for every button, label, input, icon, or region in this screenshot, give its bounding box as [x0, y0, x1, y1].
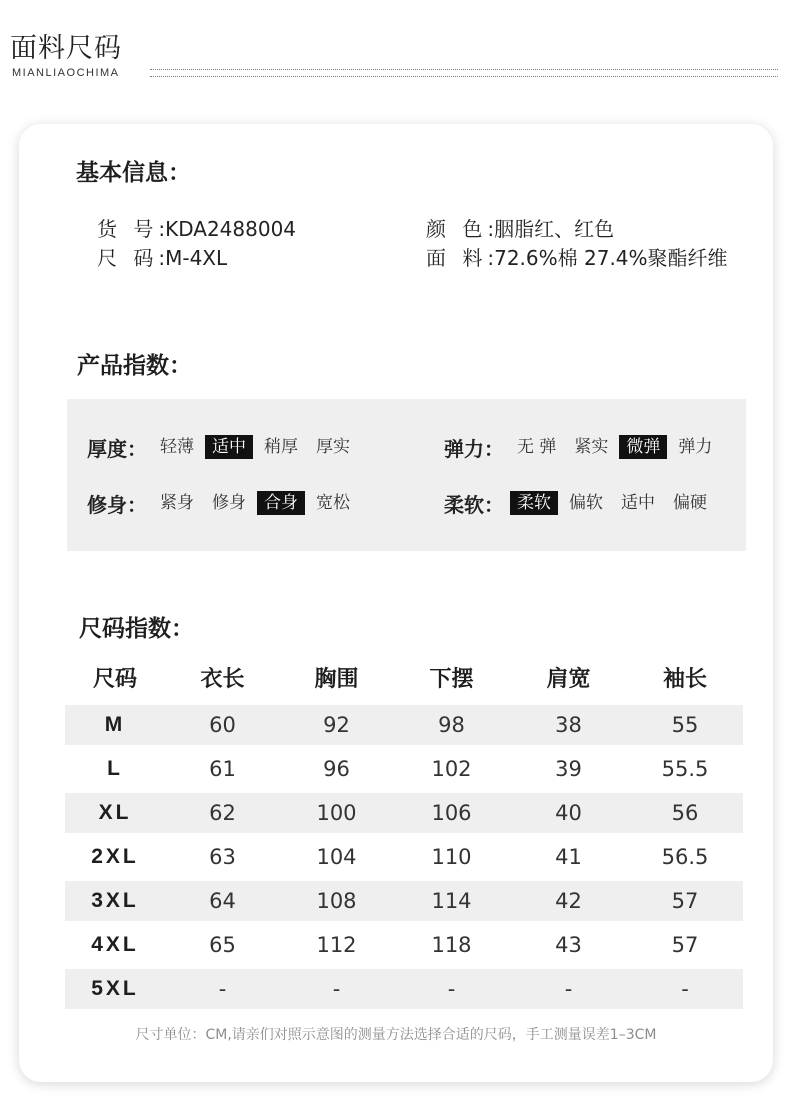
table-cell: 114 — [431, 889, 472, 913]
size-range — [97, 242, 227, 271]
table-cell: 56 — [671, 801, 699, 825]
color-value: :胭脂红、红色 — [487, 217, 615, 241]
table-cell: 43 — [555, 933, 582, 957]
table-cell: 100 — [316, 801, 357, 825]
size-range-label: 尺 码 — [97, 246, 159, 270]
table-cell: 57 — [671, 889, 699, 913]
softness-option: 适中 — [621, 493, 655, 513]
table-row — [65, 881, 743, 921]
fit-label: 修身： — [87, 492, 147, 517]
size-range-value: :M-4XL — [158, 246, 228, 270]
table-cell: - — [447, 977, 456, 1001]
size-index-heading: 尺码指数： — [79, 616, 194, 642]
table-row — [65, 837, 743, 877]
table-cell: 60 — [209, 713, 236, 737]
fit-row — [87, 491, 361, 515]
item-number-label: 货 号 — [97, 217, 159, 241]
softness-row — [444, 491, 718, 515]
table-cell: 38 — [555, 713, 582, 737]
table-cell: - — [564, 977, 573, 1001]
page-subtitle: MIANLIAOCHIMA — [12, 67, 120, 79]
column-header: 袖长 — [662, 666, 707, 692]
spec-card — [19, 124, 773, 1082]
size-table-body — [65, 705, 743, 1013]
table-row — [65, 793, 743, 833]
table-row — [65, 925, 743, 965]
thickness-label: 厚度： — [87, 436, 147, 461]
softness-option: 偏软 — [569, 493, 603, 513]
size-cell: 5XL — [91, 977, 139, 1000]
elasticity-label: 弹力： — [444, 436, 504, 461]
table-cell: 40 — [555, 801, 582, 825]
measurement-note: 尺寸单位：CM,请亲们对照示意图的测量方法选择合适的尺码，手工测量误差1–3CM — [135, 1027, 657, 1043]
column-header: 尺码 — [92, 666, 137, 692]
elasticity-option-selected: 微弹 — [619, 435, 667, 459]
table-cell: 56.5 — [661, 845, 709, 869]
product-index-panel — [67, 399, 746, 551]
page-title: 面料尺码 — [10, 33, 122, 64]
thickness-row — [87, 435, 361, 459]
table-row — [65, 749, 743, 789]
table-row — [65, 969, 743, 1009]
size-table-header — [65, 659, 743, 695]
size-cell: 2XL — [91, 845, 139, 868]
table-cell: - — [218, 977, 227, 1001]
table-cell: 65 — [209, 933, 236, 957]
table-cell: 118 — [431, 933, 472, 957]
item-number — [97, 213, 296, 242]
thickness-option: 轻薄 — [160, 437, 194, 457]
fabric-value: :72.6%棉 27.4%聚酯纤维 — [487, 246, 728, 270]
thickness-option: 稍厚 — [264, 437, 298, 457]
table-cell: 112 — [316, 933, 357, 957]
product-index-heading: 产品指数： — [77, 353, 192, 379]
table-cell: 106 — [431, 801, 472, 825]
table-cell: 64 — [209, 889, 236, 913]
fit-option: 宽松 — [316, 493, 350, 513]
size-cell: 3XL — [91, 889, 139, 912]
thickness-option: 厚实 — [316, 437, 350, 457]
size-cell: 4XL — [91, 933, 139, 956]
elasticity-option: 紧实 — [574, 437, 609, 457]
softness-option-selected: 柔软 — [510, 491, 558, 515]
table-cell: 102 — [431, 757, 472, 781]
softness-option: 偏硬 — [673, 493, 707, 513]
dotted-divider — [150, 69, 778, 77]
column-header: 肩宽 — [546, 666, 591, 692]
softness-label: 柔软： — [444, 492, 504, 517]
color-label: 颜 色 — [426, 217, 488, 241]
table-cell: 57 — [671, 933, 699, 957]
table-cell: 62 — [209, 801, 236, 825]
table-cell: 108 — [316, 889, 357, 913]
fit-option: 修身 — [212, 493, 246, 513]
size-cell: XL — [98, 801, 132, 824]
elasticity-row — [444, 435, 723, 459]
color-info — [426, 213, 614, 242]
elasticity-option: 无 弹 — [517, 437, 557, 457]
size-cell: M — [104, 713, 126, 736]
size-cell: L — [107, 757, 123, 780]
column-header: 衣长 — [200, 666, 245, 692]
table-cell: 110 — [431, 845, 472, 869]
fit-option-selected: 合身 — [257, 491, 305, 515]
fabric-info — [426, 242, 728, 271]
table-cell: 55.5 — [661, 757, 709, 781]
column-header: 胸围 — [314, 666, 359, 692]
table-cell: 39 — [555, 757, 582, 781]
fabric-label: 面 料 — [426, 246, 488, 270]
item-number-value: :KDA2488004 — [158, 217, 297, 241]
elasticity-option: 弹力 — [678, 437, 713, 457]
table-cell: 104 — [316, 845, 357, 869]
table-cell: 42 — [555, 889, 582, 913]
table-cell: 92 — [323, 713, 350, 737]
basic-info-heading: 基本信息： — [76, 160, 191, 186]
column-header: 下摆 — [429, 666, 474, 692]
thickness-option-selected: 适中 — [205, 435, 253, 459]
table-cell: 61 — [209, 757, 236, 781]
table-cell: 96 — [323, 757, 350, 781]
table-cell: 63 — [209, 845, 236, 869]
fit-option: 紧身 — [160, 493, 194, 513]
table-cell: 55 — [671, 713, 699, 737]
table-row — [65, 705, 743, 745]
table-cell: - — [332, 977, 341, 1001]
table-cell: 41 — [555, 845, 582, 869]
table-cell: - — [681, 977, 689, 1001]
table-cell: 98 — [438, 713, 465, 737]
